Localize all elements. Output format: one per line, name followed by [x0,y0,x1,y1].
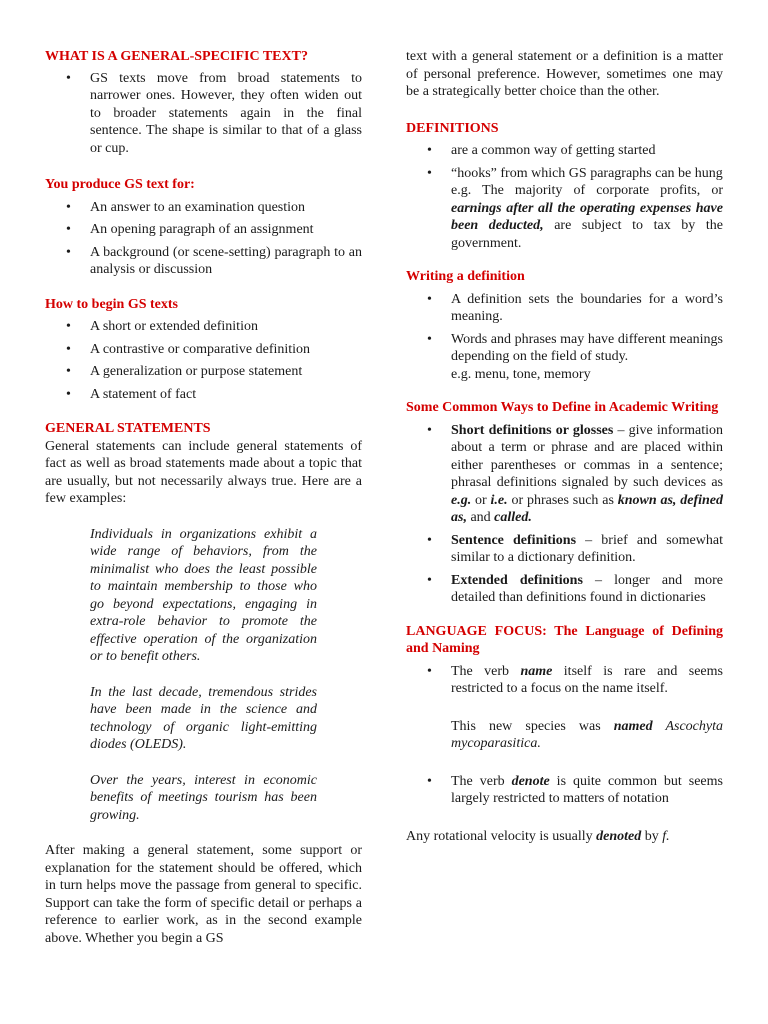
list-item: • Sentence definitions – brief and somewhat similar to a dictionary definition. [427,532,723,565]
list-item: • The verb denote is quite common but seems largely restricted to matters of notation [427,773,723,806]
bullet-icon: • [66,199,71,215]
general-statements-paragraph: General statements can include general statements of fact as well as broad statements made about a topic that are usually, but not necessarily always true. Here are a few examples: [45,438,362,506]
list-item: • Short definitions or glosses – give information about a term or phrase and are placed within either parentheses or commas in a sentence; phrasal definitions signaled by such devices as e.g. or i.e. or phrases such as known as, defined as, and called. [427,422,724,525]
list-item: • A statement of fact [66,386,197,402]
example-quote: Individuals in organizations exhibit a wide range of behaviors, from the minimalist who does the least possible to maintain membership to those who go beyond expectations, engaging in extra-role behavior to promote the effective operation of the organization or to benefit others. [90,526,317,664]
bullet-icon: • [427,572,432,588]
list-item: • A background (or scene-setting) paragraph to an analysis or discussion [66,244,362,277]
section-heading-language-focus: LANGUAGE FOCUS: The Language of Defining and Naming [406,623,723,656]
bullet-icon: • [427,165,432,181]
list-item: • Words and phrases may have different meanings depending on the field of study. e.g. menu, tone, memory [427,331,723,382]
right-column [406,0,723,845]
common-ways-list [406,422,723,607]
bullet-icon: • [427,331,432,347]
bullet-icon: • [66,222,71,237]
example-quote: Over the years, interest in economic benefits of meetings tourism has been growing. [90,772,317,823]
list-item: • The verb name itself is rare and seems restricted to a focus on the name itself. [427,663,723,696]
list-item: • A short or extended definition [66,319,258,334]
list-item: • Extended definitions – longer and more detailed than definitions found in dictionaries [427,572,723,605]
bullet-icon: • [66,70,71,86]
begin-list [45,318,362,403]
section-heading-writing-definition: Writing a definition [406,269,525,284]
list-item: • A definition sets the boundaries for a word’s meaning. [427,291,723,324]
gs-text-list [45,70,362,158]
continued-paragraph: text with a general statement or a definition is a matter of personal preference. However, sometimes one may be a strategically better choice than the other. [406,49,723,99]
section-heading-common-ways: Some Common Ways to Define in Academic Writing [406,400,719,415]
list-item: • “hooks” from which GS paragraphs can be hung e.g. The majority of corporate profits, or earnings after all the operating expenses have been deducted, are subject to tax by the government. [427,165,724,251]
definitions-list [406,142,723,252]
section-heading-general-statements: GENERAL STATEMENTS [45,421,211,436]
section-heading-produce: You produce GS text for: [45,177,195,192]
bullet-icon: • [66,364,71,379]
bullet-icon: • [427,291,432,307]
list-item: • GS texts move from broad statements to narrower ones. However, they often widen out to broader statements again in the final sentence. The shape is similar to that of a glass or cup. [66,70,362,156]
list-item: • A contrastive or comparative definition [66,341,311,357]
bullet-icon: • [427,143,432,158]
section-heading-begin: How to begin GS texts [45,296,178,312]
bullet-icon: • [66,244,71,260]
example-quote: In the last decade, tremendous strides have been made in the science and technology of organic light-emitting diodes (OLEDS). [90,684,317,752]
bullet-icon: • [427,532,432,548]
bullet-icon: • [427,422,432,438]
produce-list [45,199,362,279]
section-heading-gs-text: WHAT IS A GENERAL-SPECIFIC TEXT? [45,49,308,64]
list-item: • An answer to an examination question [66,199,306,215]
list-item: • A generalization or purpose statement [66,364,303,379]
words-example: e.g. menu, tone, memory [451,366,591,382]
writing-definition-list [406,291,723,384]
bullet-icon: • [66,319,71,334]
support-paragraph: After making a general statement, some support or explanation for the statement should be offered, which in turn helps move the passage from general to specific. Support can take the form of specific detail or perhaps a reference to earlier work, as in the second example above. Whether you begin a GS [45,843,362,946]
section-heading-definitions: DEFINITIONS [406,120,499,136]
bullet-icon: • [66,386,71,402]
bullet-icon: • [427,773,432,789]
naming-example: This new species was named Ascochyta mycoparasitica. [451,718,724,751]
notation-example: Any rotational velocity is usually denoted by f. [406,828,670,844]
list-item: • are a common way of getting started [427,143,656,158]
bullet-icon: • [66,341,71,357]
bullet-icon: • [427,663,432,679]
language-focus-list [406,663,723,698]
language-focus-list-2 [406,773,723,808]
left-column [45,0,362,947]
definition-example: e.g. The majority of corporate profits, or earnings after all the operating expenses have been deducted, are subject to tax by the government. [451,183,724,251]
list-item: • An opening paragraph of an assignment [66,222,314,237]
